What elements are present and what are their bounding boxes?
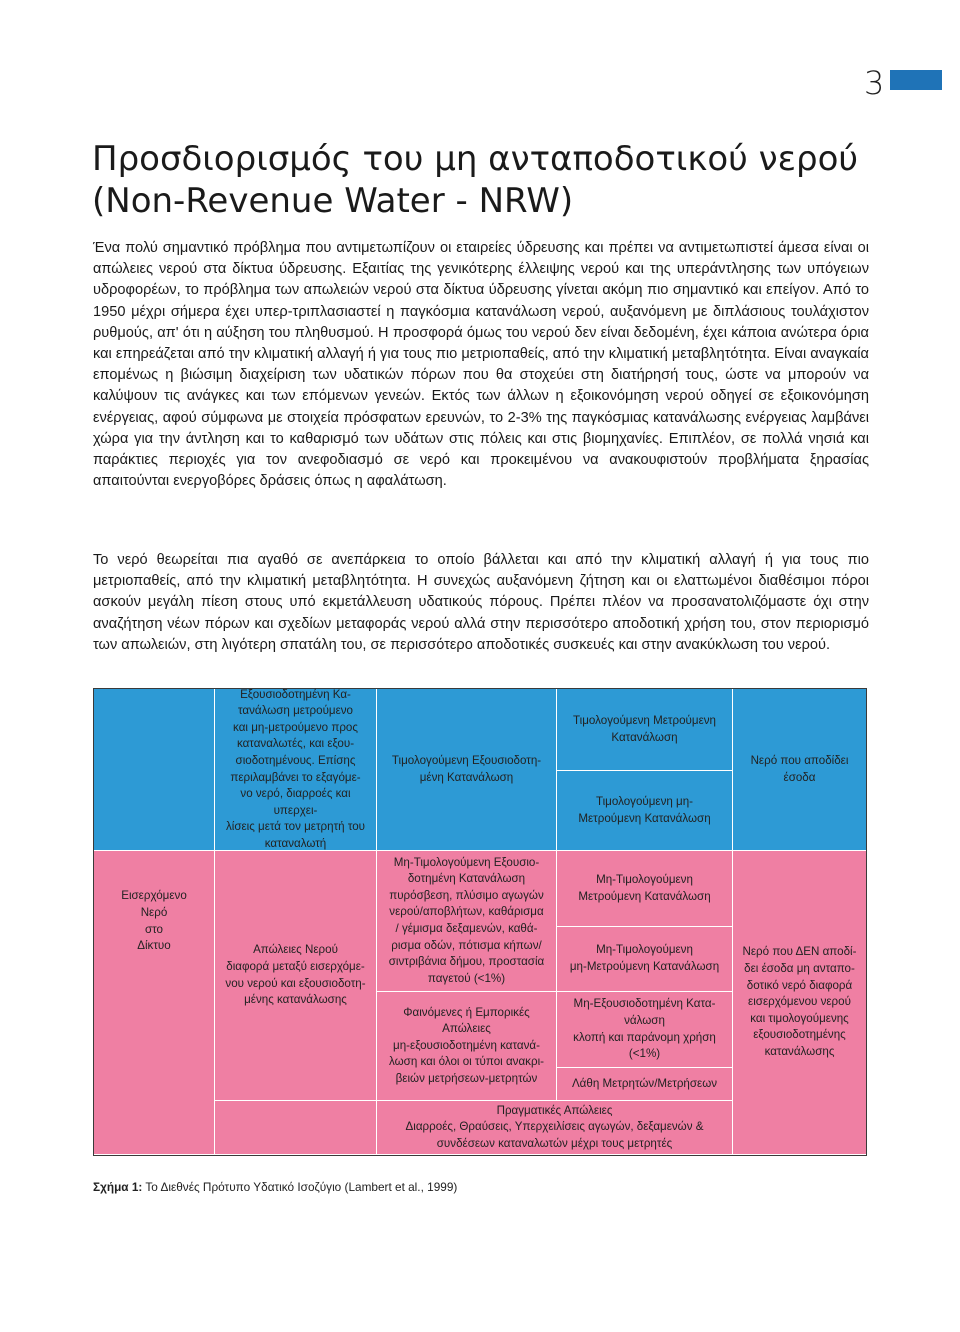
billed-unmetered-label [572, 794, 716, 827]
figure-caption-text: Το Διεθνές Πρότυπο Υδατικό Ισοζύγιο (Lambert et al., 1999) [142, 1180, 458, 1194]
real-losses-label [400, 1103, 710, 1153]
title-line-1: Προσδιορισμός του μη ανταποδοτικού νερού [92, 139, 859, 179]
diagram-text-line: μένης κατανάλωσης [244, 993, 347, 1007]
water-losses-label [219, 942, 371, 1008]
body-paragraph-1: Ένα πολύ σημαντικό πρόβλημα που αντιμετωπίζουν οι εταιρείες ύδρευσης και πρέπει να αντιμετωπιστεί άμεσα είναι οι απώλειες νερού στα δίκτυα ύδρευσης. Εξαιτίας της γενικότερης έλλειψης νερού και της υπεράντλησης των υπόγειων υδροφορέων, το πρόβλημα των απωλειών νερού στα δίκτυα ύδρευσης γίνεται ακόμη πιο σημαντικό και επείγον. Από το 1950 μέχρι σήμερα έχει υπερ-τριπλασιαστεί η παγκόσμια κατανάλωση νερού, αυξανόμενη με διπλάσιους τουλάχιστον ρυθμούς, απ' ότι η αύξηση του πληθυσμού. Η προσφορά όμως του νερού δεν είναι δεδομένη, έχει κάποια ανώτερα όρια και επηρεάζεται από την κλιματική αλλαγή ή για τους πιο μετριοπαθείς, από την κλιματική μεταβλητότητα. Είναι αναγκαία επομένως η βιώσιμη διαχείριση των υδατικών πόρων που θα στοχεύει στη διατήρησή τους, ώστε να μπορούν να καλύψουν τις ανάγκες και των επόμενων γενεών. Εκτός των άλλων η εξοικονόμηση νερού οδηγεί σε εξοικονόμηση ενέργειας, αφού σύμφωνα με στοιχεία πρόσφατων ερευνών, το 2-3% της παγκόσμιας κατανάλωσης ενέργειας λαμβάνει χώρα για την άντληση και το καθαρισμό των υδάτων στις πόλεις και στις βιομηχανίες. Επιπλέον, σε πολλά νησιά και παράκτιες περιοχές για τον ανεφοδιασμό σε νερό και προκειμένου να ανακουφιστούν προβλήματα ξηρασίας απαιτούνται ενεργοβόρες δράσεις όπως η αφαλάτωση. [93, 240, 869, 490]
diagram-text-line: Μη-Τιμολογούμενη [596, 943, 693, 957]
diagram-text-line: Μετρούμενη Κατανάλωση [578, 811, 711, 825]
diagram-text-line: και τιμολογούμενης [750, 1011, 849, 1025]
diagram-text-line: κατανάλωσης [764, 1044, 835, 1058]
diagram-text-line: διαφορά μεταξύ εισερχόμε- [226, 959, 365, 973]
diagram-text-line: νερού/αποβλήτων, καθάρισμα [389, 905, 544, 919]
diagram-text-line: σιοδοτημένους. Επίσης [235, 753, 356, 767]
unauthorized-consumption-label [567, 996, 722, 1062]
diagram-text-line: στο [144, 922, 163, 936]
diagram-text-line: βειών μετρήσεων-μετρητών [395, 1071, 538, 1085]
diagram-text-line: νο νερό, διαρροές και υπερχει- [240, 787, 351, 817]
diagram-text-line: εισερχόμενου νερού [748, 995, 851, 1009]
water-losses-bottom-block [215, 1101, 377, 1155]
revenue-water-cell [733, 689, 866, 851]
unbilled-unmetered-cell [557, 927, 733, 992]
diagram-text-line: καταναλωτές, και εξου- [236, 737, 355, 751]
apparent-losses-cell [377, 992, 557, 1101]
diagram-text-line: Μη-Τιμολογούμενη Εξουσιο- [393, 855, 540, 869]
unbilled-authorized-label [383, 855, 551, 988]
unauthorized-consumption-cell [557, 992, 733, 1068]
diagram-text-line: Δίκτυο [137, 939, 171, 953]
diagram-text-line: Τιμολογούμενη Μετρούμενη [573, 713, 716, 727]
billed-metered-label [567, 713, 722, 746]
diagram-text-line: Νερό [140, 905, 168, 919]
diagram-text-line: Φαινόμενες ή Εμπορικές [403, 1005, 530, 1019]
diagram-text-line: Εισερχόμενο [121, 889, 187, 903]
meter-errors-label [566, 1076, 723, 1093]
diagram-text-line: Εξουσιοδοτημένη Κα- [240, 687, 351, 701]
diagram-text-line: λωση και όλοι οι τύποι ανακρι- [388, 1055, 545, 1069]
water-losses-cell [215, 851, 377, 1101]
diagram-text-line: Απώλειες Νερού [253, 943, 338, 957]
billed-authorized-label [386, 753, 547, 786]
diagram-text-line: Πραγματικές Απώλειες [496, 1103, 613, 1117]
diagram-text-line: σιντριβάνια δήμου, προστασία [388, 955, 545, 969]
page-number: 3 [864, 64, 885, 102]
billed-unmetered-cell [557, 771, 733, 851]
diagram-text-line: Μη-Εξουσιοδοτημένη Κατα- [573, 997, 716, 1011]
diagram-text-line: καταναλωτή [264, 836, 327, 850]
diagram-text-line: λίσεις μετά τον μετρητή του [225, 820, 366, 834]
unbilled-unmetered-label [564, 942, 725, 975]
diagram-text-line: πυρόσβεση, πλύσιμο αγωγών [389, 888, 544, 902]
diagram-text-line: δοτημένη Κατανάλωση [407, 872, 526, 886]
unbilled-authorized-cell [377, 851, 557, 992]
diagram-text-line: Τιμολογούμενη Εξουσιοδοτη- [391, 753, 542, 767]
unbilled-metered-label [572, 872, 716, 905]
water-balance-diagram [93, 688, 867, 1156]
title-line-2: (Non-Revenue Water - NRW) [92, 181, 574, 221]
diagram-text-line: Τιμολογούμενη μη- [595, 794, 694, 808]
figure-caption-label: Σχήμα 1: [93, 1180, 143, 1194]
real-losses-cell [377, 1101, 733, 1155]
billed-authorized-cell [377, 689, 557, 851]
diagram-text-line: Μετρούμενη Κατανάλωση [578, 889, 711, 903]
unbilled-metered-cell [557, 851, 733, 927]
page-title [92, 138, 892, 222]
system-input-volume-label [115, 888, 193, 954]
apparent-losses-label [383, 1005, 550, 1088]
diagram-text-line: δει έσοδα μη ανταπο- [744, 962, 855, 976]
input-top-blue-block [94, 689, 215, 851]
diagram-text-line: μένη Κατανάλωση [419, 770, 514, 784]
diagram-text-line: (<1%) [628, 1047, 661, 1061]
authorized-consumption-label [215, 687, 376, 853]
body-paragraph-2: Το νερό θεωρείται πια αγαθό σε ανεπάρκεια το οποίο βάλλεται και από την κλιματική αλλαγή ή για τους πιο μετριοπαθείς, από την κλιματική μεταβλητότητα. Η συνεχώς αυξανόμενη ζήτηση και οι ελαττωμένοι διαθέσιμοι πόροι ασκούν μεγάλη πίεση στους υπό εκμετάλλευση υδατικούς πόρους. Πρέπει πλέον να προσανατολιζόμαστε όχι στην αναζήτηση νέων πόρων και σχεδίων μεταφοράς νερού αλλά στην περισσότερο αποδοτική χρήση του, στον περιορισμό των απωλειών, στη λιγότερη σπατάλη του, σε περισσότερο αποδοτικές συσκευές και στην ανακύκλωση του νερού. [93, 552, 869, 653]
figure-caption [93, 1180, 457, 1194]
diagram-text-line: / γέμισμα δεξαμενών, καθά- [395, 922, 538, 935]
diagram-text-line: Διαρροές, Θραύσεις, Υπερχειλίσεις αγωγών, δεξαμενών & [405, 1120, 704, 1134]
diagram-text-line: Κατανάλωση [611, 730, 678, 744]
diagram-text-line: Νερό που ΔΕΝ αποδί- [742, 945, 857, 959]
diagram-text-line: μη-Μετρούμενη Κατανάλωση [569, 960, 720, 973]
non-revenue-water-cell [733, 851, 866, 1155]
diagram-text-line: νου νερού και εξουσιοδοτη- [225, 976, 366, 990]
diagram-text-line: δοτικό νερό διαφορά [746, 978, 853, 992]
revenue-water-label [745, 753, 855, 786]
non-revenue-water-label [737, 944, 863, 1060]
billed-metered-cell [557, 689, 733, 771]
diagram-text-line: νάλωση [624, 1013, 665, 1027]
diagram-text-line: εξουσιοδοτημένης [753, 1028, 846, 1042]
diagram-text-line: παγετού (<1%) [427, 971, 506, 985]
diagram-text-line: Νερό που αποδίδει [750, 753, 849, 767]
diagram-text-line: Λάθη Μετρητών/Μετρήσεων [571, 1076, 718, 1090]
diagram-text-line: Μη-Τιμολογούμενη [596, 872, 693, 886]
diagram-text-line: έσοδα [783, 770, 816, 784]
diagram-text-line: συνδέσεων καταναλωτών μέχρι τους μετρητές [436, 1136, 673, 1150]
diagram-text-line: περιλαμβάνει το εξαγόμε- [230, 770, 361, 784]
diagram-text-line: κλοπή και παράνομη χρήση [573, 1030, 716, 1044]
authorized-consumption-cell [215, 689, 377, 851]
page-accent-bar [890, 70, 942, 90]
diagram-text-line: ρισμα οδών, πότισμα κήπων/ [391, 938, 542, 952]
meter-errors-cell [557, 1068, 733, 1101]
diagram-text-line: Απώλειες [442, 1022, 491, 1036]
diagram-text-line: τανάλωση μετρούμενο [237, 704, 354, 718]
diagram-text-line: και μη-μετρούμενο προς [233, 720, 358, 734]
diagram-text-line: μη-εξουσιοδοτημένη κατανά- [393, 1038, 540, 1052]
